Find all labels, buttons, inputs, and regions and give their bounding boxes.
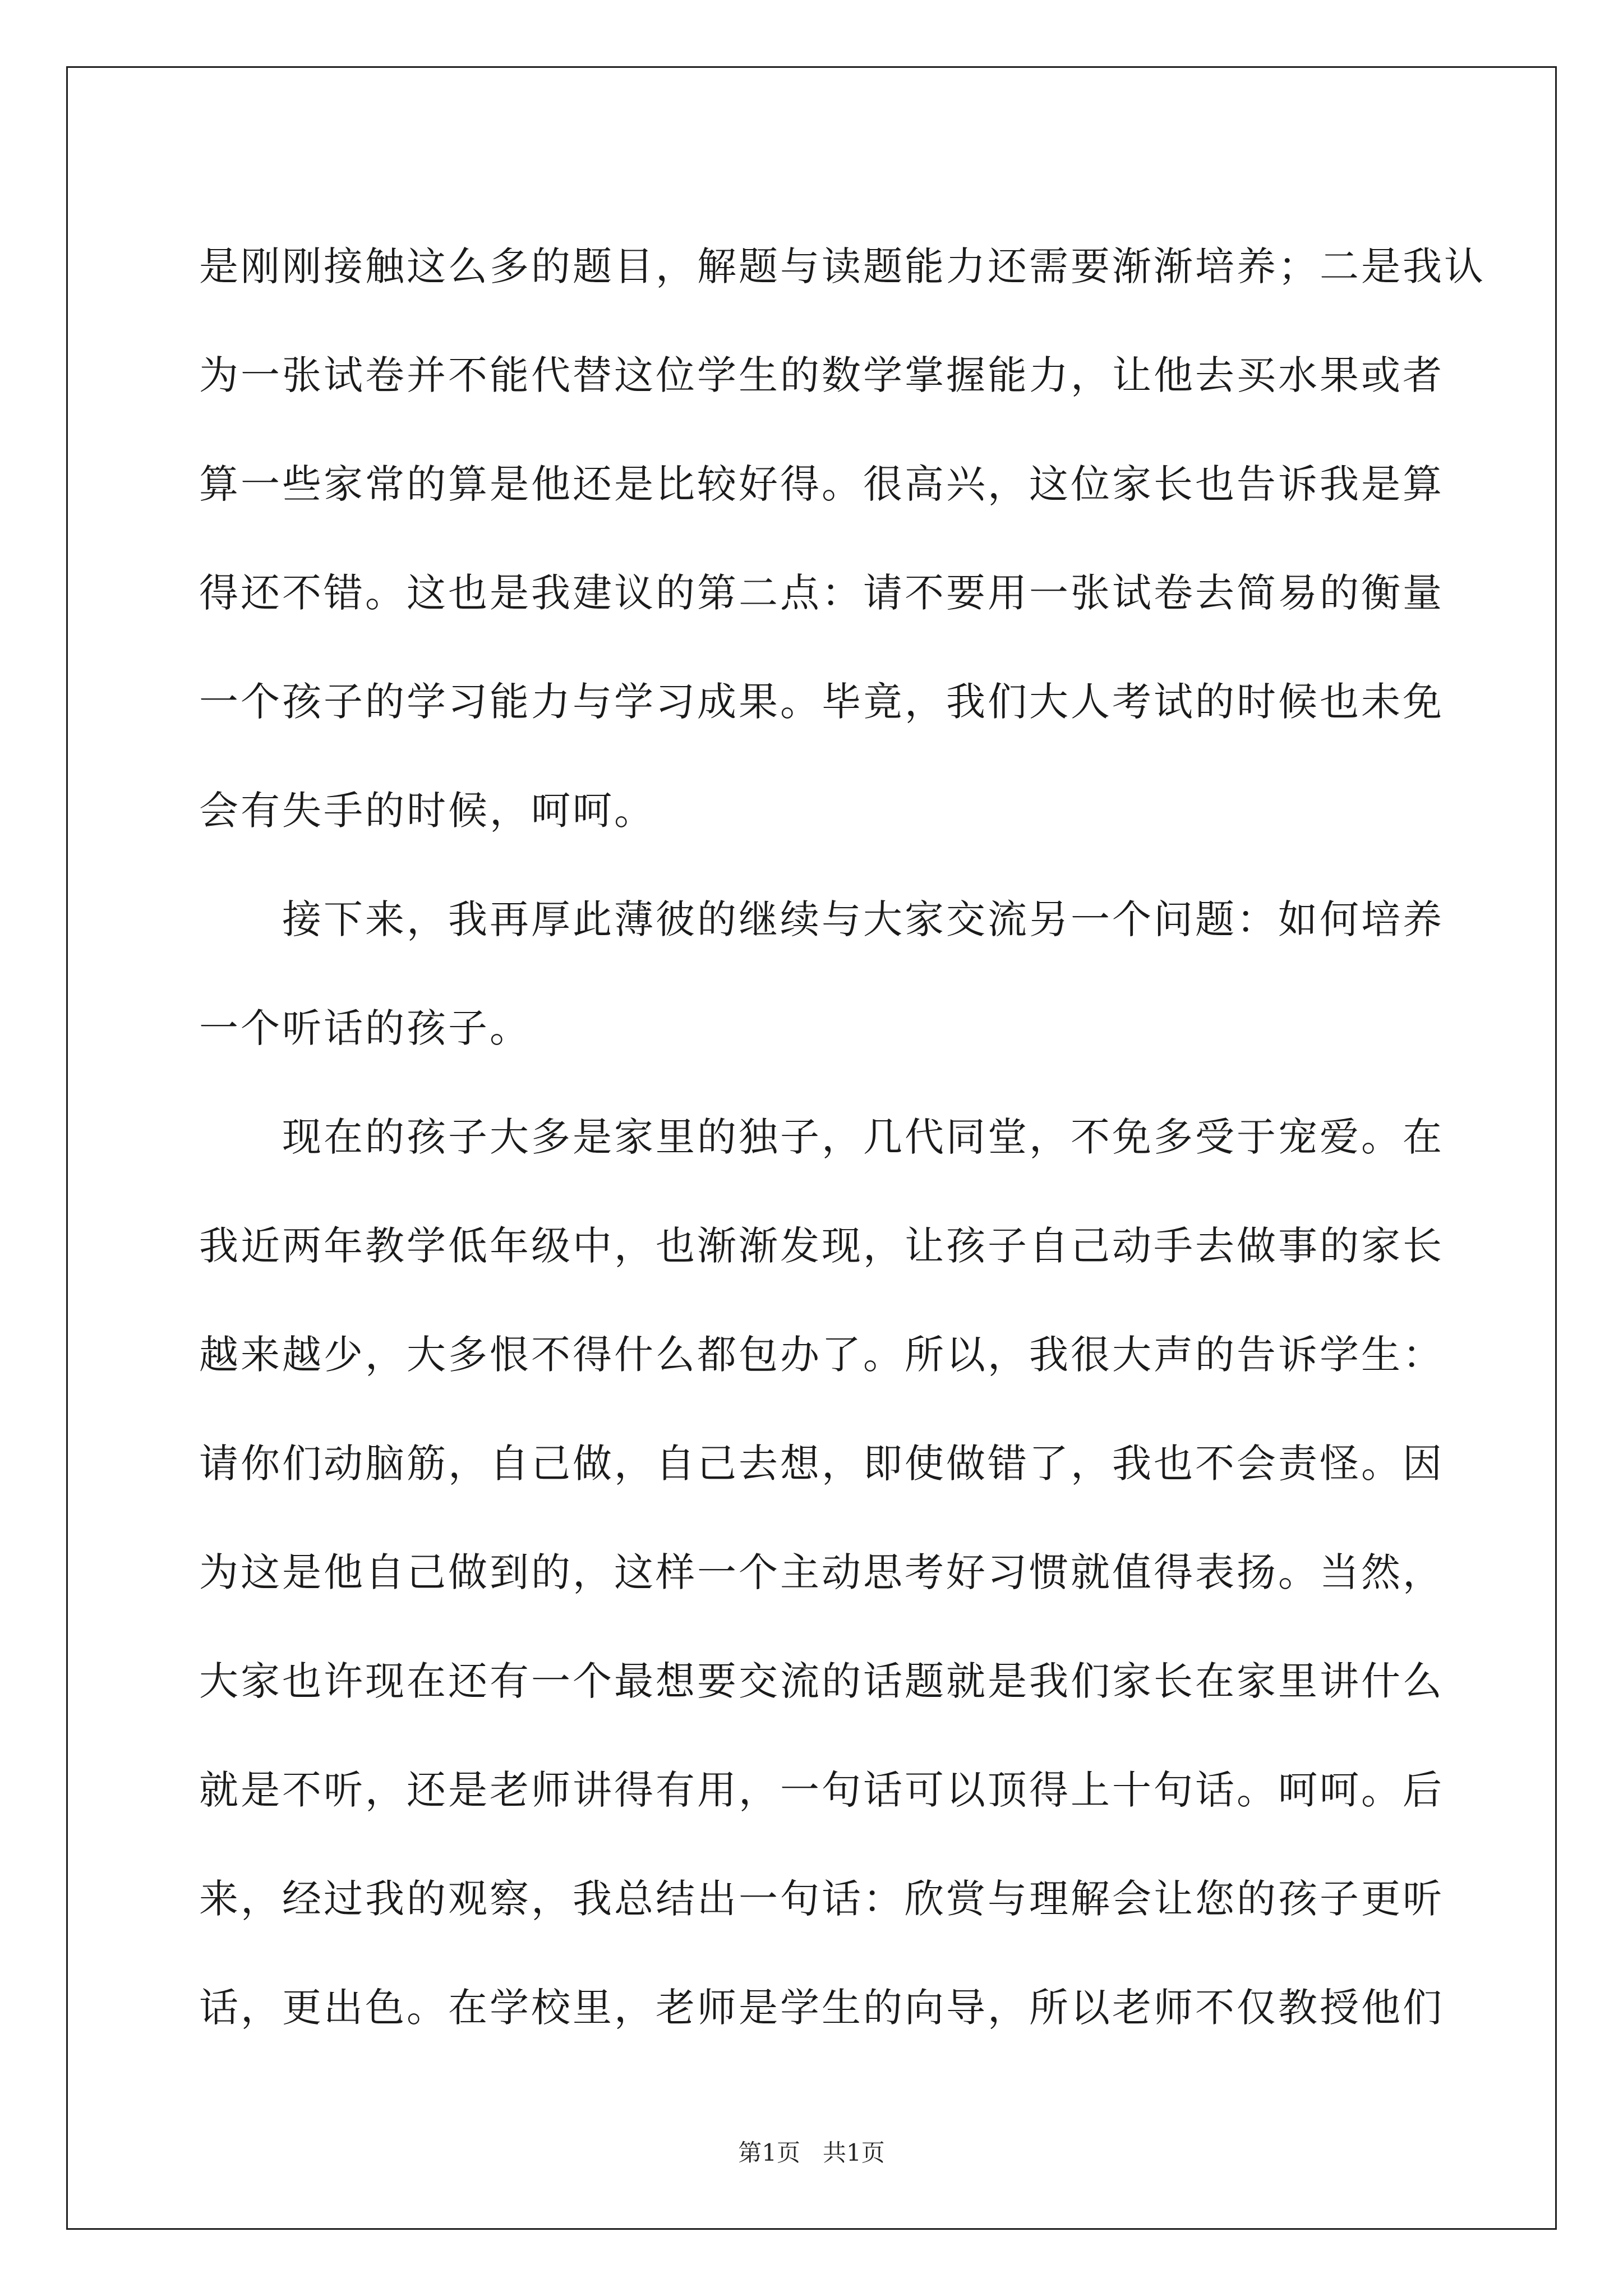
text-line: 越来越少，大多恨不得什么都包办了。所以，我很大声的告诉学生： bbox=[199, 1332, 1444, 1378]
text-line: 现在的孩子大多是家里的独子，几代同堂，不免多受于宠爱。在 bbox=[199, 1114, 1444, 1160]
text-line: 我近两年教学低年级中，也渐渐发现，让孩子自己动手去做事的家长 bbox=[199, 1223, 1444, 1269]
text-line: 来，经过我的观察，我总结出一句话：欣赏与理解会让您的孩子更听 bbox=[199, 1876, 1444, 1922]
page-number: 第1页 bbox=[738, 2139, 800, 2166]
text-line: 请你们动脑筋，自己做，自己去想，即使做错了，我也不会责怪。因 bbox=[199, 1441, 1444, 1487]
text-line: 就是不听，还是老师讲得有用，一句话可以顶得上十句话。呵呵。后 bbox=[199, 1767, 1444, 1813]
text-line: 一个听话的孩子。 bbox=[199, 1005, 531, 1051]
text-line: 为一张试卷并不能代替这位学生的数学掌握能力，让他去买水果或者 bbox=[199, 352, 1444, 398]
text-line: 大家也许现在还有一个最想要交流的话题就是我们家长在家里讲什么 bbox=[199, 1658, 1444, 1704]
text-line: 得还不错。这也是我建议的第二点：请不要用一张试卷去简易的衡量 bbox=[199, 570, 1444, 616]
text-line: 是刚刚接触这么多的题目，解题与读题能力还需要渐渐培养；二是我认 bbox=[199, 243, 1486, 289]
text-line: 接下来，我再厚此薄彼的继续与大家交流另一个问题：如何培养 bbox=[199, 896, 1444, 942]
document-body bbox=[199, 212, 1486, 2062]
text-line: 算一些家常的算是他还是比较好得。很高兴，这位家长也告诉我是算 bbox=[199, 461, 1444, 507]
text-line: 会有失手的时候，呵呵。 bbox=[199, 788, 656, 834]
page-total: 共1页 bbox=[823, 2139, 885, 2166]
text-line: 为这是他自己做到的，这样一个主动思考好习惯就值得表扬。当然， bbox=[199, 1549, 1444, 1595]
text-line: 一个孩子的学习能力与学习成果。毕竟，我们大人考试的时候也未免 bbox=[199, 679, 1444, 725]
page-footer bbox=[0, 2136, 1623, 2170]
text-line: 话，更出色。在学校里，老师是学生的向导，所以老师不仅教授他们 bbox=[199, 1985, 1444, 2031]
